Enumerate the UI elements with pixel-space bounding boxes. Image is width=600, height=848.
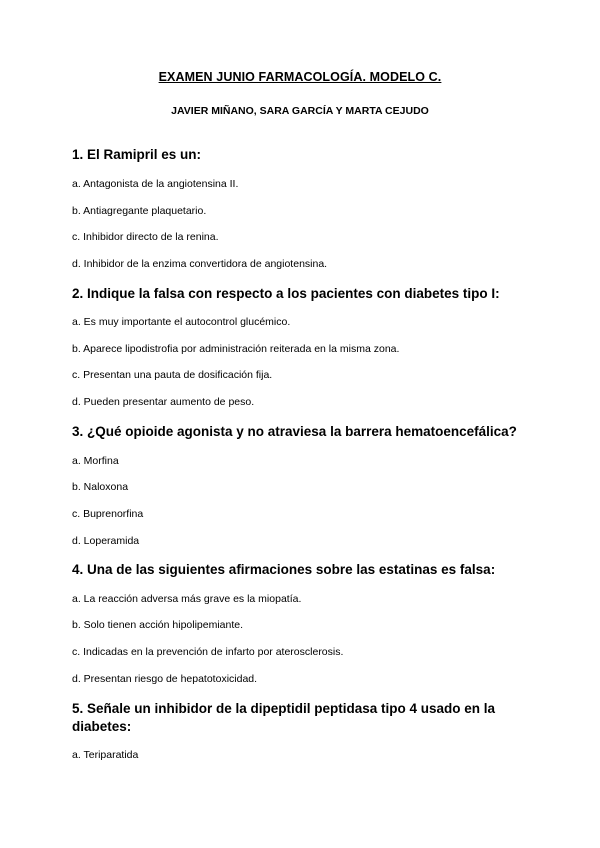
question-3-option-a: a. Morfina bbox=[72, 455, 119, 467]
question-4-option-d: d. Presentan riesgo de hepatotoxicidad. bbox=[72, 673, 258, 685]
question-3-option-c: c. Buprenorfina bbox=[72, 508, 144, 520]
question-2-option-c: c. Presentan una pauta de dosificación fija. bbox=[72, 369, 273, 381]
exam-title: EXAMEN JUNIO FARMACOLOGÍA. MODELO C. bbox=[158, 70, 442, 84]
exam-authors: JAVIER MIÑANO, SARA GARCÍA Y MARTA CEJUDO bbox=[171, 105, 429, 117]
question-3-option-b: b. Naloxona bbox=[72, 481, 129, 493]
question-3-option-d: d. Loperamida bbox=[72, 535, 140, 547]
question-5: 5. Señale un inhibidor de la dipeptidil peptidasa tipo 4 usado en la diabetes: bbox=[72, 701, 496, 734]
question-1-option-a: a. Antagonista de la angiotensina II. bbox=[72, 178, 239, 190]
question-1: 1. El Ramipril es un: bbox=[72, 147, 202, 162]
question-2: 2. Indique la falsa con respecto a los pacientes con diabetes tipo I: bbox=[72, 286, 500, 301]
question-4-option-c: c. Indicadas en la prevención de infarto por aterosclerosis. bbox=[72, 646, 344, 658]
question-4-option-b: b. Solo tienen acción hipolipemiante. bbox=[72, 619, 244, 631]
question-1-option-b: b. Antiagregante plaquetario. bbox=[72, 205, 207, 217]
question-4-option-a: a. La reacción adversa más grave es la miopatía. bbox=[72, 593, 302, 605]
question-2-option-a: a. Es muy importante el autocontrol glucémico. bbox=[72, 316, 291, 328]
question-5-option-a: a. Teriparatida bbox=[72, 749, 139, 761]
question-3: 3. ¿Qué opioide agonista y no atraviesa la barrera hematoencefálica? bbox=[72, 424, 517, 439]
question-2-option-d: d. Pueden presentar aumento de peso. bbox=[72, 396, 255, 408]
question-4: 4. Una de las siguientes afirmaciones sobre las estatinas es falsa: bbox=[72, 562, 496, 577]
question-1-option-c: c. Inhibidor directo de la renina. bbox=[72, 231, 219, 243]
question-1-option-d: d. Inhibidor de la enzima convertidora de angiotensina. bbox=[72, 258, 328, 270]
question-2-option-b: b. Aparece lipodistrofia por administración reiterada en la misma zona. bbox=[72, 343, 400, 355]
